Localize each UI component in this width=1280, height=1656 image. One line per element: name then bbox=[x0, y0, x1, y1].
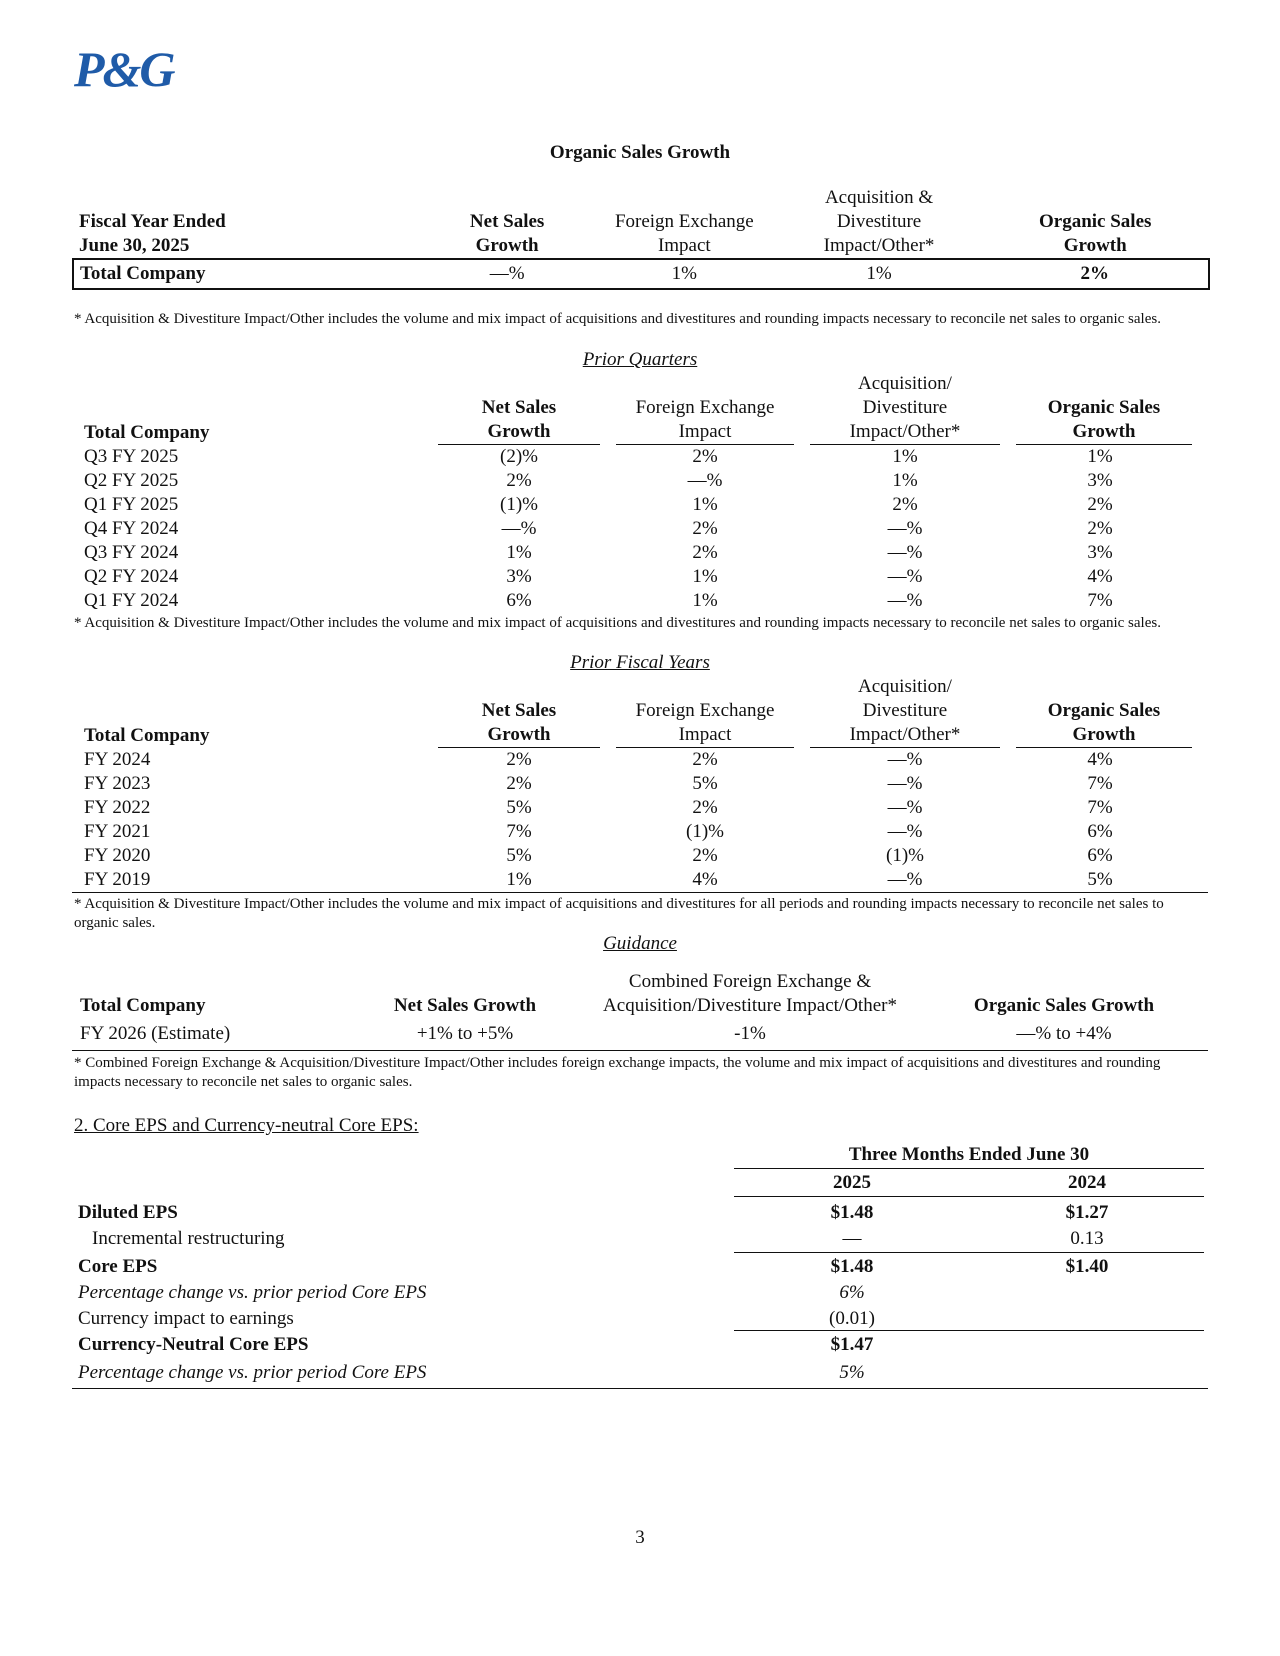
section-heading-prior-quarters: Prior Quarters bbox=[582, 349, 698, 370]
eps-row-label: Percentage change vs. prior period Core EPS bbox=[78, 1362, 427, 1383]
prior-quarters-table bbox=[84, 372, 1192, 613]
cell-net: 1% bbox=[506, 542, 532, 563]
eps-value-2024: 0.13 bbox=[1070, 1228, 1104, 1249]
page-number: 3 bbox=[635, 1527, 645, 1548]
header-organic: Organic Sales Growth bbox=[1008, 372, 1192, 445]
cell-label: Q1 FY 2025 bbox=[84, 494, 179, 515]
cell-acq: 2% bbox=[892, 494, 918, 515]
cell-fx: 2% bbox=[692, 542, 718, 563]
eps-row bbox=[72, 1200, 1208, 1226]
header-net-sales: Net Sales Growth bbox=[430, 675, 608, 748]
table-row bbox=[84, 796, 1192, 820]
prior-years-table bbox=[84, 675, 1192, 892]
cell-organic: 3% bbox=[1087, 542, 1113, 563]
header-acq: Acquisition/ Divestiture Impact/Other* bbox=[802, 675, 1008, 748]
cell-fx: 2% bbox=[692, 845, 718, 866]
eps-value-2024: $1.40 bbox=[1065, 1256, 1109, 1277]
guidance-table bbox=[80, 970, 1208, 1050]
table-row: Total Company —% 1% 1% 2% bbox=[73, 259, 1209, 289]
table-row bbox=[84, 517, 1192, 541]
eps-value-2025: 5% bbox=[839, 1362, 865, 1383]
eps-row bbox=[72, 1306, 1208, 1332]
cell-acq: —% bbox=[887, 797, 923, 818]
eps-value-2025: (0.01) bbox=[829, 1308, 875, 1329]
header-fx: Foreign Exchange Impact bbox=[614, 211, 754, 256]
table-row bbox=[84, 772, 1192, 796]
cell-label: Q3 FY 2025 bbox=[84, 446, 179, 467]
eps-row bbox=[72, 1254, 1208, 1280]
footnote: * Acquisition & Divestiture Impact/Other includes the volume and mix impact of acquisitions and divestitures and rounding impacts necessary to reconcile net sales to organic sales. bbox=[74, 311, 1161, 327]
cell-net: 3% bbox=[506, 566, 532, 587]
header-total-company: Total Company bbox=[80, 995, 206, 1016]
cell-organic: 3% bbox=[1087, 470, 1113, 491]
cell-fx: 2% bbox=[692, 446, 718, 467]
cell-label: Q1 FY 2024 bbox=[84, 590, 179, 611]
cell-fx: 2% bbox=[692, 797, 718, 818]
header-organic: Organic Sales Growth bbox=[1038, 211, 1152, 256]
cell-acq: 1% bbox=[892, 470, 918, 491]
header-net-sales: Net Sales Growth bbox=[393, 995, 537, 1016]
eps-row bbox=[72, 1332, 1208, 1358]
table-row bbox=[84, 469, 1192, 493]
cell-label: FY 2021 bbox=[84, 821, 151, 842]
cell-label: Q4 FY 2024 bbox=[84, 518, 179, 539]
cell-fx: (1)% bbox=[686, 821, 724, 842]
cell-label: Q2 FY 2024 bbox=[84, 566, 179, 587]
table-row bbox=[84, 493, 1192, 517]
cell-net: 5% bbox=[506, 845, 532, 866]
cell-net: 5% bbox=[506, 797, 532, 818]
cell-acq: —% bbox=[887, 821, 923, 842]
cell-net: (2)% bbox=[500, 446, 538, 467]
footnote: * Combined Foreign Exchange & Acquisition/Divestiture Impact/Other includes foreign exchange impacts, the volume and mix impact of acquisitions and divestitures and rounding impacts necessary to reconcile net sales to organic sales. bbox=[74, 1055, 1161, 1090]
cell-net: —% bbox=[501, 518, 537, 539]
cell-acq: —% bbox=[887, 542, 923, 563]
header-net-sales: Net Sales Growth bbox=[430, 372, 608, 445]
cell-net: 2% bbox=[506, 773, 532, 794]
header-net-sales: Net Sales Growth bbox=[469, 211, 545, 256]
eps-year-2024: 2024 bbox=[1068, 1172, 1106, 1193]
header-organic: Organic Sales Growth bbox=[973, 995, 1155, 1016]
table-row bbox=[84, 565, 1192, 589]
eps-row-label: Core EPS bbox=[78, 1256, 158, 1277]
eps-value-2025: $1.48 bbox=[830, 1256, 874, 1277]
cell-organic: 6% bbox=[1087, 821, 1113, 842]
header-total-company: Total Company bbox=[84, 725, 210, 746]
cell-organic: 4% bbox=[1087, 749, 1113, 770]
eps-row-label: Currency-Neutral Core EPS bbox=[78, 1334, 309, 1355]
table-row bbox=[84, 868, 1192, 892]
cell-organic: 2% bbox=[1087, 494, 1113, 515]
divider bbox=[734, 1252, 1204, 1253]
cell-acq: (1)% bbox=[886, 845, 924, 866]
eps-row bbox=[72, 1360, 1208, 1386]
cell-net: 6% bbox=[506, 590, 532, 611]
cell-net: 7% bbox=[506, 821, 532, 842]
header-fx: Foreign Exchange Impact bbox=[608, 675, 802, 748]
cell-label: Q2 FY 2025 bbox=[84, 470, 179, 491]
cell-net: 2% bbox=[506, 470, 532, 491]
eps-row-label: Incremental restructuring bbox=[92, 1228, 285, 1249]
cell-fx: —% bbox=[687, 470, 723, 491]
cell-organic: 5% bbox=[1087, 869, 1113, 890]
cell-net: (1)% bbox=[500, 494, 538, 515]
cell-organic: 4% bbox=[1087, 566, 1113, 587]
eps-row bbox=[72, 1280, 1208, 1306]
eps-section-heading: 2. Core EPS and Currency-neutral Core EPS: bbox=[74, 1115, 419, 1136]
cell-fx: 2% bbox=[692, 518, 718, 539]
eps-value-2025: $1.48 bbox=[830, 1202, 874, 1223]
divider bbox=[734, 1330, 1204, 1331]
cell-label: FY 2024 bbox=[84, 749, 151, 770]
fiscal-year-table bbox=[72, 186, 1210, 290]
cell-label: FY 2022 bbox=[84, 797, 151, 818]
eps-year-2025: 2025 bbox=[833, 1172, 871, 1193]
section-heading-prior-years: Prior Fiscal Years bbox=[570, 652, 710, 673]
footnote: * Acquisition & Divestiture Impact/Other includes the volume and mix impact of acquisitions and divestitures for all periods and rounding impacts necessary to reconcile net sales to organic sales. bbox=[74, 896, 1164, 931]
cell-acq: —% bbox=[887, 749, 923, 770]
table-row bbox=[84, 748, 1192, 772]
header-organic: Organic Sales Growth bbox=[1008, 675, 1192, 748]
cell-net: 2% bbox=[506, 749, 532, 770]
cell-net: 1% bbox=[506, 869, 532, 890]
header-fx: Foreign Exchange Impact bbox=[608, 372, 802, 445]
cell-organic: 7% bbox=[1087, 590, 1113, 611]
cell-organic: 2% bbox=[1087, 518, 1113, 539]
cell-acq: —% bbox=[887, 869, 923, 890]
table-row bbox=[84, 844, 1192, 868]
table-row bbox=[84, 589, 1192, 613]
header-acq: Acquisition & Divestiture Impact/Other* bbox=[823, 187, 935, 256]
eps-period-header: Three Months Ended June 30 bbox=[734, 1142, 1204, 1169]
eps-row-label: Currency impact to earnings bbox=[78, 1308, 294, 1329]
pg-logo: P&G bbox=[74, 41, 174, 97]
divider bbox=[72, 892, 1208, 893]
header-fiscal-year: Fiscal Year Ended June 30, 2025 bbox=[79, 211, 226, 256]
header-combined: Combined Foreign Exchange & Acquisition/Divestiture Impact/Other* bbox=[603, 971, 897, 1016]
cell-acq: —% bbox=[887, 518, 923, 539]
eps-value-2025: — bbox=[842, 1228, 862, 1249]
table-row bbox=[84, 820, 1192, 844]
cell-acq: —% bbox=[887, 773, 923, 794]
divider bbox=[72, 1050, 1208, 1051]
cell-acq: —% bbox=[887, 590, 923, 611]
cell-organic: 6% bbox=[1087, 845, 1113, 866]
cell-acq: 1% bbox=[892, 446, 918, 467]
table-row bbox=[84, 541, 1192, 565]
cell-label: FY 2023 bbox=[84, 773, 151, 794]
header-total-company: Total Company bbox=[84, 422, 210, 443]
eps-row-label: Percentage change vs. prior period Core EPS bbox=[78, 1282, 427, 1303]
cell-fx: 1% bbox=[692, 494, 718, 515]
cell-fx: 1% bbox=[692, 590, 718, 611]
cell-label: FY 2020 bbox=[84, 845, 151, 866]
cell-organic: 1% bbox=[1087, 446, 1113, 467]
cell-fx: 5% bbox=[692, 773, 718, 794]
header-acq: Acquisition/ Divestiture Impact/Other* bbox=[802, 372, 1008, 445]
cell-organic: 7% bbox=[1087, 797, 1113, 818]
eps-row bbox=[72, 1226, 1208, 1252]
cell-fx: 4% bbox=[692, 869, 718, 890]
eps-value-2025: $1.47 bbox=[830, 1334, 874, 1355]
eps-row-label: Diluted EPS bbox=[78, 1202, 178, 1223]
section-heading-guidance: Guidance bbox=[603, 933, 677, 954]
divider bbox=[734, 1196, 1204, 1197]
table-row bbox=[84, 445, 1192, 469]
footnote: * Acquisition & Divestiture Impact/Other includes the volume and mix impact of acquisitions and divestitures and rounding impacts necessary to reconcile net sales to organic sales. bbox=[74, 615, 1161, 631]
cell-fx: 1% bbox=[692, 566, 718, 587]
cell-label: FY 2019 bbox=[84, 869, 151, 890]
cell-organic: 7% bbox=[1087, 773, 1113, 794]
cell-fx: 2% bbox=[692, 749, 718, 770]
page-title: Organic Sales Growth bbox=[549, 142, 731, 163]
divider bbox=[72, 1388, 1208, 1389]
cell-label: Q3 FY 2024 bbox=[84, 542, 179, 563]
eps-value-2024: $1.27 bbox=[1065, 1202, 1109, 1223]
cell-acq: —% bbox=[887, 566, 923, 587]
eps-value-2025: 6% bbox=[839, 1282, 865, 1303]
table-row: FY 2026 (Estimate) +1% to +5% -1% —% to +4% bbox=[80, 1023, 1112, 1044]
